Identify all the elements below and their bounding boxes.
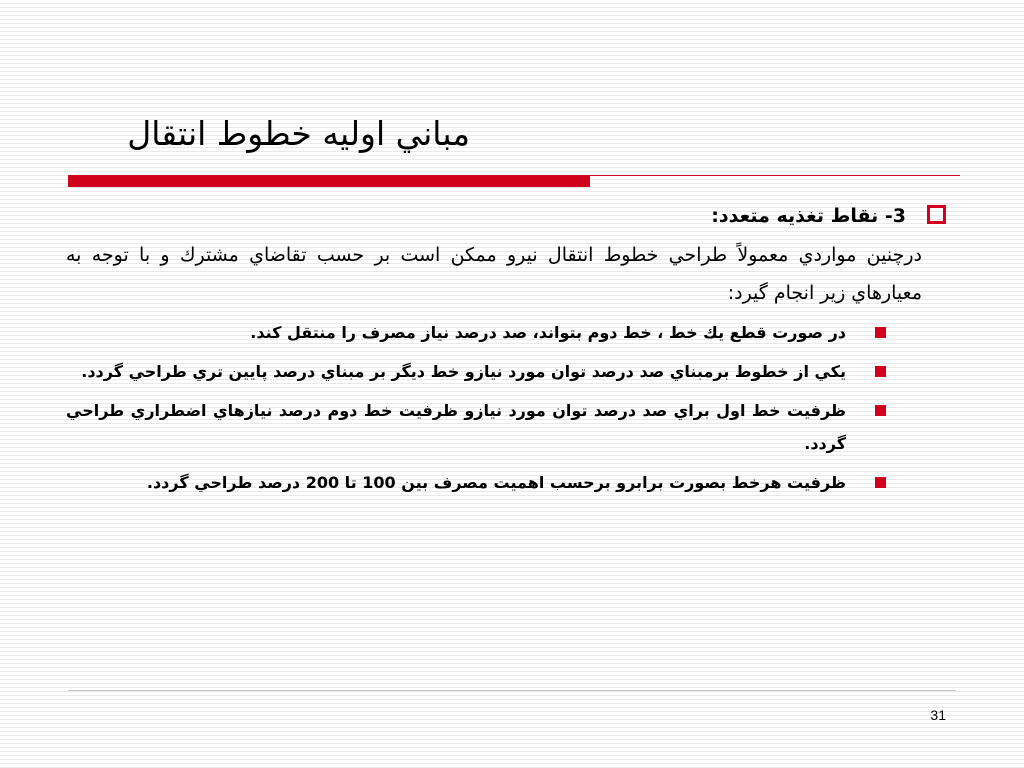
list-item xyxy=(66,316,950,349)
footer-divider xyxy=(68,690,956,691)
list-item xyxy=(66,355,950,388)
slide-title: مباني اوليه خطوط انتقال xyxy=(127,114,470,153)
list-item-text: ظرفيت هرخط بصورت برابرو برحسب اهميت مصرف بين 100 تا 200 درصد طراحي گردد. xyxy=(146,473,846,492)
list-item xyxy=(66,466,950,499)
bullet-item-level1 xyxy=(66,196,950,312)
list-item-text: در صورت قطع يك خط ، خط دوم بتواند، صد درصد نياز مصرف را منتقل كند. xyxy=(250,323,846,342)
title-underline-bar xyxy=(68,175,590,187)
page-number: 31 xyxy=(930,707,946,723)
list-item-text: ظرفيت خط اول براي صد درصد توان مورد نيازو ظرفيت خط دوم درصد نيازهاي اضطراري طراحي گردد. xyxy=(66,401,846,453)
section-paragraph: درچنين مواردي معمولاً طراحي خطوط انتقال نيرو ممكن است بر حسب تقاضاي مشترك و با توجه به معيارهاي زير انجام گيرد: xyxy=(66,244,922,304)
list-item-text: يكي از خطوط برمبناي صد درصد توان مورد نيازو خط ديگر بر مبناي درصد پايين تري طراحي گردد. xyxy=(81,362,846,381)
filled-square-bullet-icon xyxy=(875,405,886,416)
section-heading: 3- نقاط تغذيه متعدد: xyxy=(711,205,906,227)
slide-content xyxy=(66,196,950,505)
hollow-square-bullet-icon xyxy=(927,205,946,224)
list-item xyxy=(66,394,950,460)
criteria-list xyxy=(66,316,950,499)
filled-square-bullet-icon xyxy=(875,366,886,377)
title-underline-line xyxy=(590,175,960,176)
filled-square-bullet-icon xyxy=(875,327,886,338)
filled-square-bullet-icon xyxy=(875,477,886,488)
